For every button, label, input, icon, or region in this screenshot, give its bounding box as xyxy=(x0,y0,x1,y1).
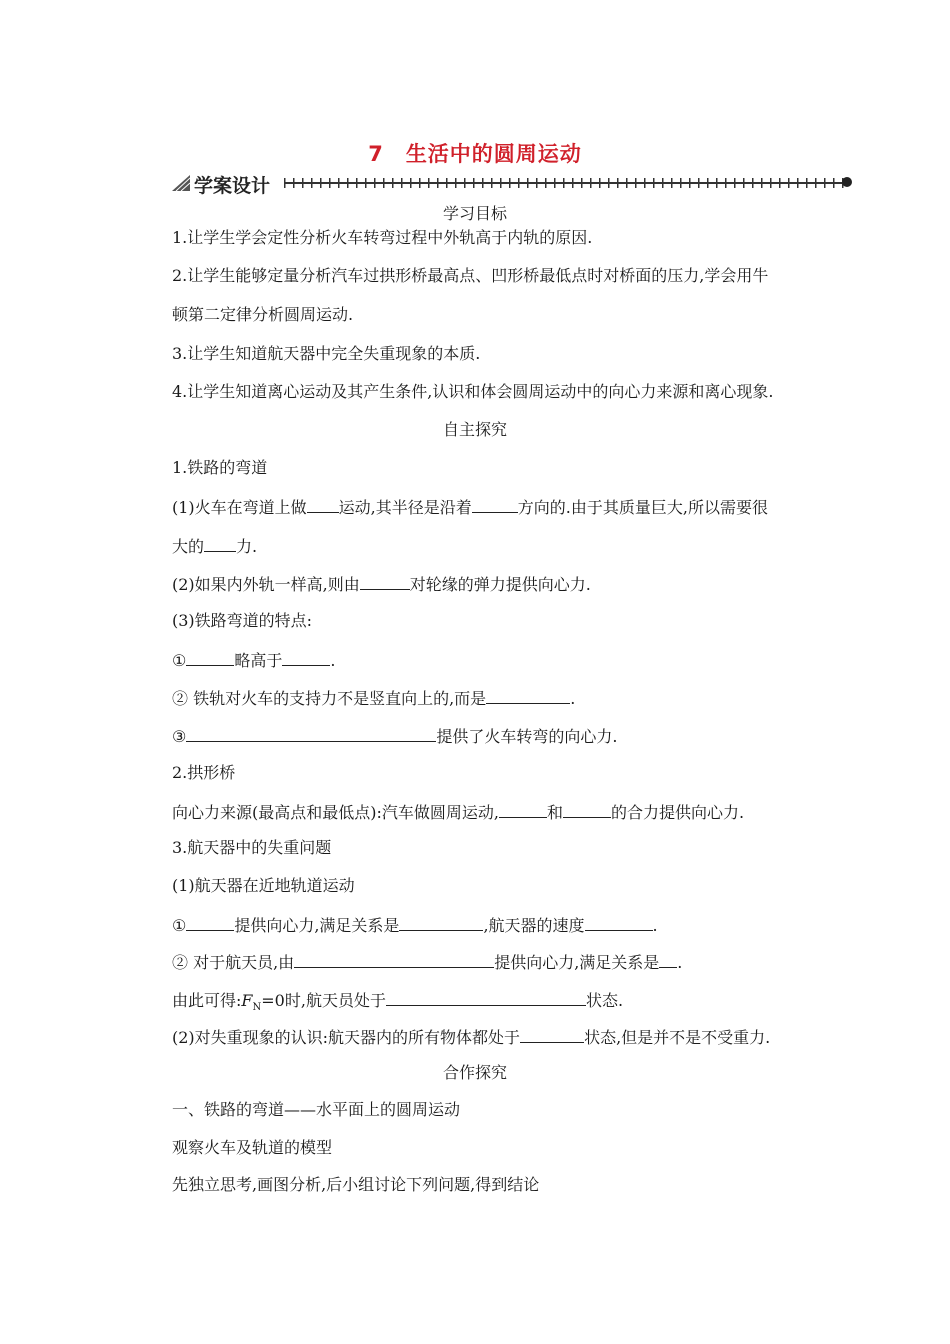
text: 向心力来源(最高点和最低点):汽车做圆周运动, xyxy=(172,803,499,822)
text: 提供向心力,满足关系是 xyxy=(234,916,400,935)
goal-1: 1.让学生学会定性分析火车转弯过程中外轨高于内轨的原因. xyxy=(172,228,593,247)
goal-2-cont: 顿第二定律分析圆周运动. xyxy=(172,305,354,324)
self-heading: 自主探究 xyxy=(442,420,507,439)
s1-item-3 xyxy=(172,725,617,747)
text: . xyxy=(677,953,683,972)
text: . xyxy=(570,689,576,708)
banner-dot-icon xyxy=(842,177,852,187)
s1-item-2 xyxy=(172,687,575,709)
blank-field[interactable] xyxy=(360,573,410,590)
s3-p2 xyxy=(172,1026,770,1048)
s1-item-1 xyxy=(172,649,335,671)
s1-p1-cont xyxy=(172,535,257,557)
goal-2: 2.让学生能够定量分析汽车过拱形桥最高点、凹形桥最低点时对桥面的压力,学会用牛 xyxy=(172,266,769,285)
text: 略高于 xyxy=(234,651,283,670)
text: 状态. xyxy=(585,991,624,1010)
text: ② 对于航天员,由 xyxy=(172,953,295,972)
blank-field[interactable] xyxy=(204,535,236,552)
s2-title: 2.拱形桥 xyxy=(172,763,236,782)
coop-line-2: 观察火车及轨道的模型 xyxy=(172,1138,333,1157)
goal-3: 3.让学生知道航天器中完全失重现象的本质. xyxy=(172,344,481,363)
s3-item-2 xyxy=(172,951,682,973)
coop-line-3: 先独立思考,画图分析,后小组讨论下列问题,得到结论 xyxy=(172,1175,540,1194)
text: ① xyxy=(172,651,187,670)
banner-rule xyxy=(284,182,844,184)
text: 方向的.由于其质量巨大,所以需要很 xyxy=(517,498,768,517)
banner-label: 学案设计 xyxy=(194,175,271,197)
blank-field[interactable] xyxy=(472,496,518,513)
s3-p1: (1)航天器在近地轨道运动 xyxy=(172,876,355,895)
title-text: 生活中的圆周运动 xyxy=(405,142,582,166)
force-subscript: N xyxy=(252,1002,262,1014)
page-title xyxy=(0,138,950,168)
text: (2)对失重现象的认识:航天器内的所有物体都处于 xyxy=(172,1028,521,1047)
blank-field[interactable] xyxy=(282,649,330,666)
text: 对轮缘的弹力提供向心力. xyxy=(409,575,591,594)
text: ① xyxy=(172,916,187,935)
coop-heading: 合作探究 xyxy=(442,1063,507,1082)
blank-field[interactable] xyxy=(499,801,547,818)
text: =0时,航天员处于 xyxy=(261,991,386,1010)
text: 的合力提供向心力. xyxy=(610,803,745,822)
text: (1)火车在弯道上做 xyxy=(172,498,307,517)
s1-title: 1.铁路的弯道 xyxy=(172,458,268,477)
text: ,航天器的速度 xyxy=(483,916,585,935)
blank-field[interactable] xyxy=(186,649,234,666)
text: (2)如果内外轨一样高,则由 xyxy=(172,575,360,594)
text: 由此可得: xyxy=(172,991,242,1010)
blank-field[interactable] xyxy=(294,951,494,968)
blank-field[interactable] xyxy=(486,687,570,704)
blank-field[interactable] xyxy=(520,1026,584,1043)
text: ③ xyxy=(172,727,187,746)
s3-conclusion xyxy=(172,989,623,1018)
coop-line-1: 一、铁路的弯道——水平面上的圆周运动 xyxy=(172,1100,461,1119)
title-number: 7 xyxy=(368,142,384,166)
blank-field[interactable] xyxy=(659,951,677,968)
text: 大的 xyxy=(172,537,205,556)
blank-field[interactable] xyxy=(399,914,483,931)
blank-field[interactable] xyxy=(585,914,653,931)
s1-p3: (3)铁路弯道的特点: xyxy=(172,611,313,630)
s3-item-1 xyxy=(172,914,658,936)
s2-p xyxy=(172,801,744,823)
s1-p1 xyxy=(172,496,768,518)
text: . xyxy=(330,651,336,670)
text: 提供向心力,满足关系是 xyxy=(494,953,660,972)
text: 力. xyxy=(236,537,258,556)
s3-title: 3.航天器中的失重问题 xyxy=(172,838,332,857)
blank-field[interactable] xyxy=(186,725,436,742)
text: . xyxy=(652,916,658,935)
blank-field[interactable] xyxy=(386,989,586,1006)
goal-4: 4.让学生知道离心运动及其产生条件,认识和体会圆周运动中的向心力来源和离心现象. xyxy=(172,382,774,401)
text: 状态,但是并不是不受重力. xyxy=(584,1028,771,1047)
blank-field[interactable] xyxy=(563,801,611,818)
text: 提供了火车转弯的向心力. xyxy=(436,727,618,746)
blank-field[interactable] xyxy=(307,496,339,513)
blank-field[interactable] xyxy=(186,914,234,931)
section-banner xyxy=(172,170,850,198)
text: 和 xyxy=(546,803,563,822)
text: ② 铁轨对火车的支持力不是竖直向上的,而是 xyxy=(172,689,487,708)
banner-wedge-icon xyxy=(172,175,190,191)
force-symbol: F xyxy=(241,991,253,1010)
goals-heading: 学习目标 xyxy=(442,204,507,223)
text: 运动,其半径是沿着 xyxy=(338,498,472,517)
s1-p2 xyxy=(172,573,591,595)
